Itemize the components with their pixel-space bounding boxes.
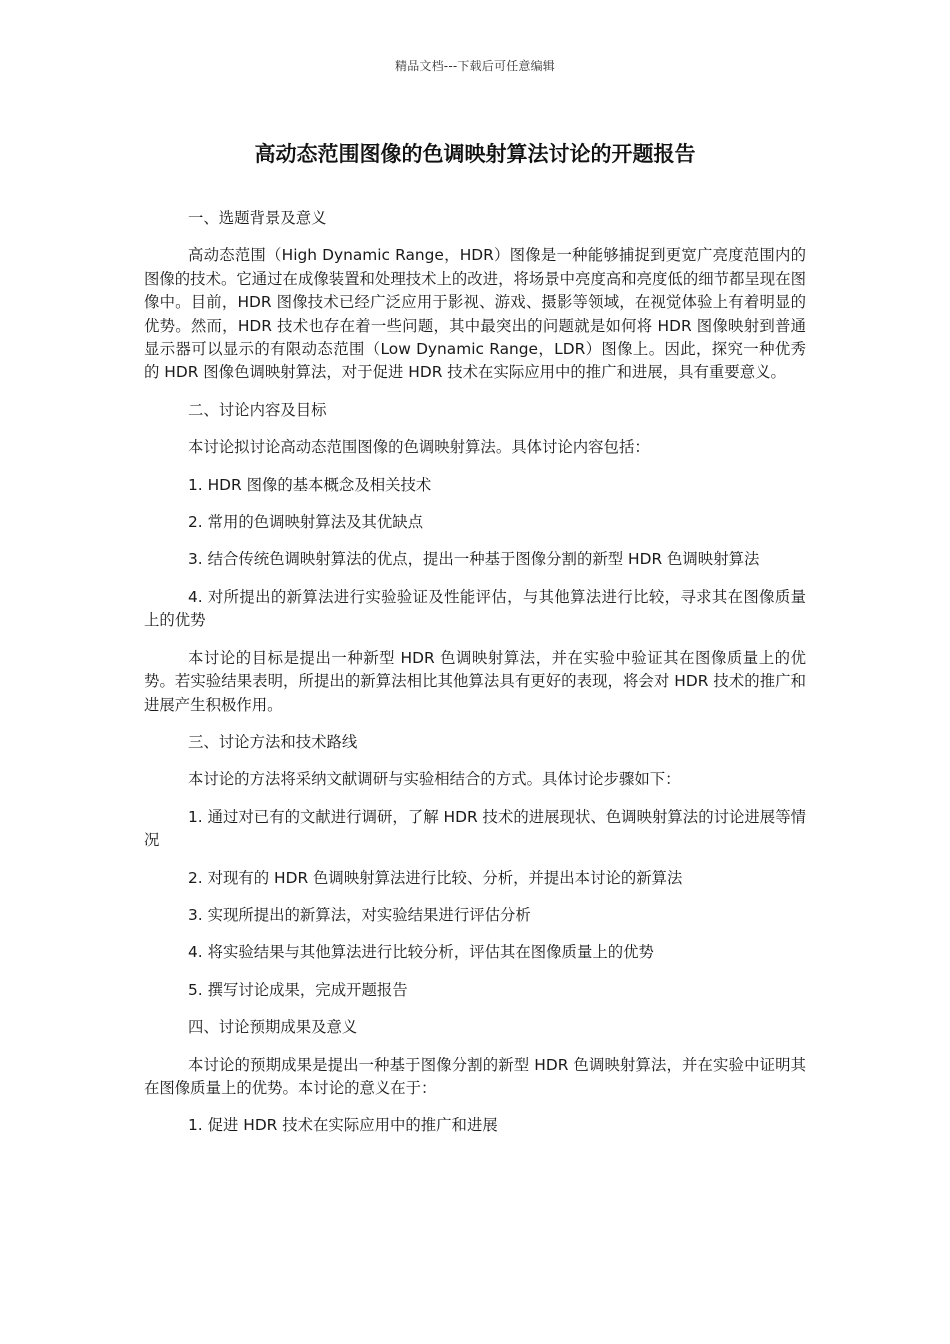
paragraph-content-intro: 本讨论拟讨论高动态范围图像的色调映射算法。具体讨论内容包括： xyxy=(188,438,650,457)
section-heading-background: 一、选题背景及意义 xyxy=(188,209,327,227)
list-item: 2. 常用的色调映射算法及其优缺点 xyxy=(188,513,424,532)
list-item: 5. 撰写讨论成果，完成开题报告 xyxy=(188,980,408,999)
document-title: 高动态范围图像的色调映射算法讨论的开题报告 xyxy=(254,142,696,166)
list-item: 3. 结合传统色调映射算法的优点，提出一种基于图像分割的新型 HDR 色调映射算法 xyxy=(188,550,760,569)
list-item: 1. 促进 HDR 技术在实际应用中的推广和进展 xyxy=(188,1116,498,1135)
paragraph-outcome: 本讨论的预期成果是提出一种基于图像分割的新型 HDR 色调映射算法，并在实验中证明其在图像质量上的优势。本讨论的意义在于： xyxy=(144,1055,806,1097)
paragraph-method-intro: 本讨论的方法将采纳文献调研与实验相结合的方式。具体讨论步骤如下： xyxy=(188,770,681,789)
paragraph-goal: 本讨论的目标是提出一种新型 HDR 色调映射算法，并在实验中验证其在图像质量上的优势。若实验结果表明，所提出的新算法相比其他算法具有更好的表现，将会对 HDR 技术的推广和进展产生积极作用。 xyxy=(144,648,806,714)
section-heading-content: 二、讨论内容及目标 xyxy=(188,400,327,419)
list-item: 1. HDR 图像的基本概念及相关技术 xyxy=(188,475,432,494)
document-body xyxy=(144,207,806,1152)
paragraph-background: 高动态范围（High Dynamic Range，HDR）图像是一种能够捕捉到更宽广亮度范围内的图像的技术。它通过在成像装置和处理技术上的改进，将场景中亮度高和亮度低的细节都呈现在图像中。目前，HDR 图像技术已经广泛应用于影视、游戏、摄影等领域，在视觉体验上有着明显的优势。然而，HDR 技术也存在着一些问题，其中最突出的问题就是如何将 HDR 图像映射到普通显示器可以显示的有限动态范围（Low Dynamic Range，LDR）图像上。因此，探究一种优秀的 HDR 图像色调映射算法，对于促进 HDR 技术在实际应用中的推广和进展，具有重要意义。 xyxy=(144,246,806,382)
section-heading-method: 三、讨论方法和技术路线 xyxy=(188,732,358,751)
header-note: 精品文档---下载后可任意编辑 xyxy=(395,59,555,73)
list-item: 4. 将实验结果与其他算法进行比较分析，评估其在图像质量上的优势 xyxy=(188,943,654,962)
section-heading-outcome: 四、讨论预期成果及意义 xyxy=(188,1018,358,1037)
list-item: 1. 通过对已有的文献进行调研，了解 HDR 技术的进展现状、色调映射算法的讨论进展等情况 xyxy=(144,807,806,850)
list-item: 3. 实现所提出的新算法，对实验结果进行评估分析 xyxy=(188,905,531,924)
list-item: 4. 对所提出的新算法进行实验验证及性能评估，与其他算法进行比较，寻求其在图像质量上的优势 xyxy=(144,587,806,630)
list-item: 2. 对现有的 HDR 色调映射算法进行比较、分析，并提出本讨论的新算法 xyxy=(188,868,683,887)
